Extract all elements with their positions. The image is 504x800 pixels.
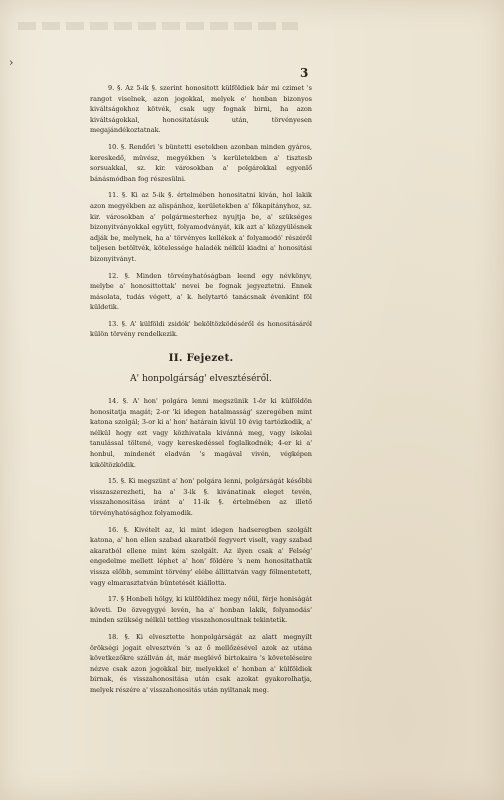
paragraph-14: 14. §. A' hon' polgára lenni megszünik 1-ör ki külföldön honositatja magát; 2-or 'ki idegen hatalmasság' szeregében mint katona szolgál; 3-or ki a' hon' határain kivül 10 évig tartózkodik, a' nélkül hogy ezt vagy közhivatala kivánná meg, vagy iskolai tanulással töltené, vagy kereskedéssel foglalkodnék; 4-er ki a' honbul, mindenét eladván 's magával vivén, végképen kiköltözködik. — [90, 397, 312, 469]
paragraph-13: 13. §. A' külföldi zsidók' beköltözködéséről és honositásáról külön törvény rendelkezik. — [90, 319, 312, 339]
section-title: A' honpolgárság' elvesztéséről. — [130, 374, 272, 385]
chapter-heading: II. Fejezet. — [168, 352, 234, 365]
page-number: 3 — [300, 66, 309, 80]
page-body — [90, 83, 312, 702]
paragraph-12: 12. §. Minden törvényhatóságban leend egy névkönyv, melybe a' honosittottak' nevei be fognak jegyeztetni. Ennek másolata, tudás végett, a' k. helytartó tanácsnak évenkint föl küldetik. — [90, 271, 312, 312]
paragraph-9: 9. §. Az 5-ik §. szerint honositott külföldiek bár mi czimet 's rangot viselnek, azon jogokkal, melyek e' honban bizonyos kiváltságokhoz kötvék, csak ugy fognak birni, ha azon kiváltságokkal, honositatásuk után, törvényesen megajándékoztatnak. — [90, 84, 312, 135]
paragraph-17: 17. § Honbeli hölgy, ki külföldihez megy nőül, férje honiságát követi. De özvegygyé levén, ha a' honban lakik, folyamodás' minden szükség nélkül tettleg visszahonosultnak tekintetik. — [90, 595, 312, 625]
paragraph-10: 10. §. Rendőri 's büntetti esetekben azonban minden gyáros, kereskedő, müvész, megyékben 's kerületekben a' tisztesb sorsuakkal, sz. kir. városokban a' polgárokkal egyenlő bánásmódban fog részesülni. — [90, 142, 312, 183]
paragraph-15: 15. §. Ki megszünt a' hon' polgára lenni, polgárságát későbbi visszaszerezheti, ha a' 3-ik §. kivánatinak eleget tevén, visszahonositása iránt a' 11-ik §. értelmében az illető törvényhatósághoz folyamodik. — [90, 477, 312, 517]
paragraph-18: 18. §. Ki elvesztette honpolgárságát az alatt megnyilt örökségi jogait elvesztvén 's az ő mellőzésével azok az utána következőkre szállván át, már meglévő birtokaira 's követeléseire nézve csak azon jogokkal bir, melyekkel e' honban a' külföldiek birnak, és visszahonositása után csak azokat gyakorolhatja, melyek részére a' visszahonositás után nyiltanak meg. — [90, 632, 312, 694]
bleed-through-text — [18, 22, 298, 30]
edge-mark: › — [9, 56, 14, 69]
paragraph-16: 16. §. Kivételt az, ki mint idegen hadseregben szolgált katona, a' hon ellen szabad akaratból fegyvert viselt, vagy szabad akaratból ellene mint kém szolgált. Az ilyen csak a' Felség' engedelme mellett léphet a' hon' földére 's nem honositathatik vissza előbb, semmint törvény' elébe állittatván vagy fölmentetett, vagy elmarasztatván büntetését kiállotta. — [90, 525, 312, 587]
paragraph-11: 11. §. Ki az 5-ik §. értelmében honositatni kiván, hol lakik azon megyékben az alispánhoz, kerületekben a' főkapitányhoz, sz. kir. városokban a' polgármesterhez nyujtja be, a' szükséges bizonyitványokkal együtt, folyamodványát, kik azt a' közgyülésnek adják be, melynek, ha a' törvényes kellékek a' folyamodó' részéről teljesen betöltvék, kötelessége haladék nélkül kiadni a' honositási bizonyitványt. — [90, 191, 312, 263]
